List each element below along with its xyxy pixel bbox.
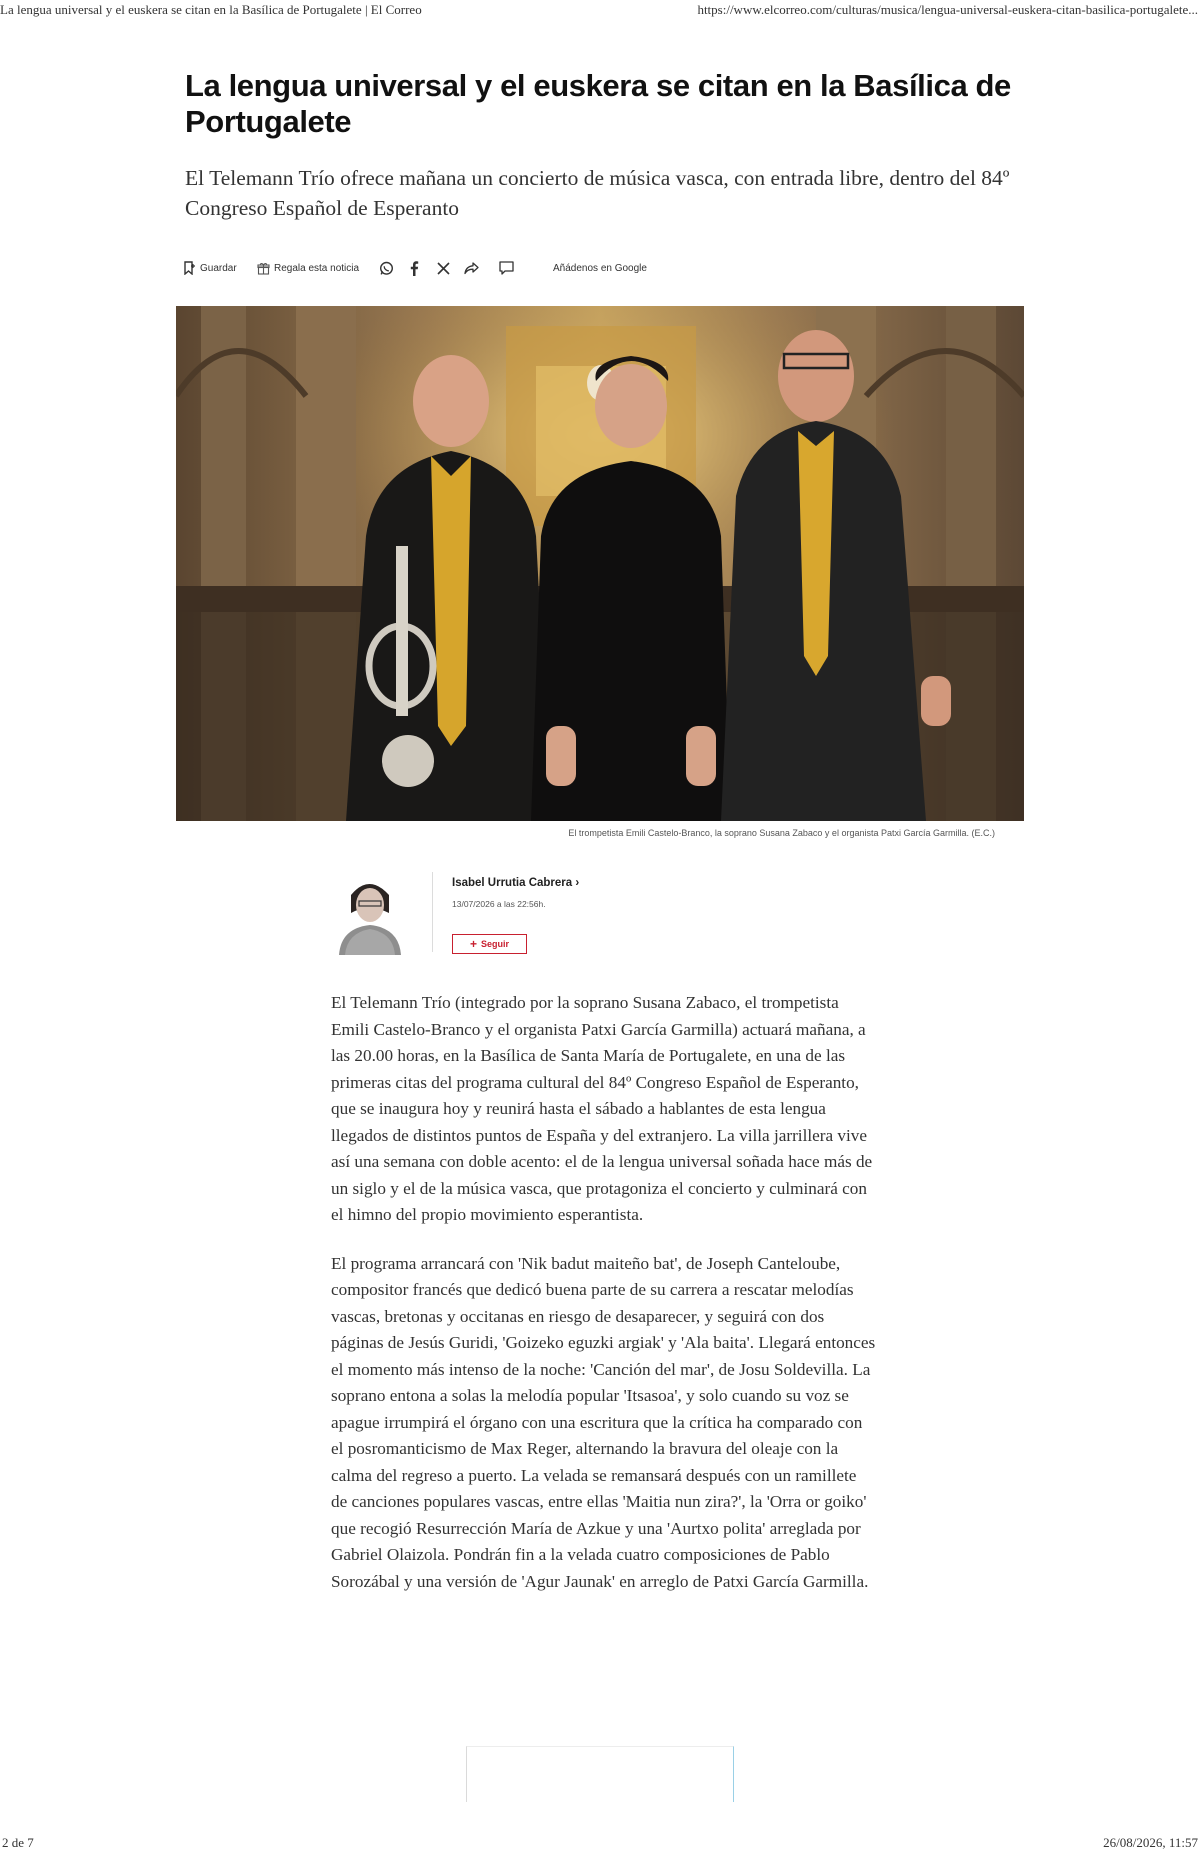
- author-link[interactable]: [452, 877, 579, 889]
- add-google-button[interactable]: [553, 258, 647, 278]
- facebook-icon: [409, 261, 419, 276]
- share-facebook-button[interactable]: [409, 258, 419, 278]
- author-avatar: [333, 873, 407, 955]
- article-body: [331, 990, 876, 1617]
- photo-caption: El trompetista Emili Castelo-Branco, la soprano Susana Zabaco y el organista Patxi García Garmilla. (E.C.): [568, 828, 995, 838]
- save-button[interactable]: [183, 258, 237, 278]
- plus-icon: +: [469, 937, 477, 951]
- x-icon: [437, 262, 450, 275]
- print-page-number: 2 de 7: [2, 1835, 34, 1850]
- save-label: Guardar: [200, 262, 237, 274]
- follow-button[interactable]: [452, 934, 527, 954]
- gift-icon: [257, 262, 270, 275]
- publish-date: 13/07/2026 a las 22:56h.: [452, 899, 546, 909]
- google-label: Añádenos en Google: [553, 262, 647, 274]
- print-page-title: La lengua universal y el euskera se citan en la Basílica de Portugalete | El Correo: [0, 2, 422, 17]
- bookmark-icon: [183, 261, 196, 275]
- share-icon: [464, 262, 479, 275]
- trio-photo-illustration: [176, 306, 1024, 821]
- comment-icon: [499, 261, 514, 275]
- author-name: Isabel Urrutia Cabrera: [452, 877, 573, 889]
- whatsapp-icon: [379, 261, 394, 276]
- share-x-button[interactable]: [437, 258, 450, 278]
- article-headline: La lengua universal y el euskera se citan en la Basílica de Portugalete: [185, 68, 1011, 139]
- print-datetime: 26/08/2026, 11:57: [1103, 1835, 1198, 1850]
- chevron-right-icon: ›: [575, 877, 580, 889]
- gift-label: Regala esta noticia: [274, 262, 360, 274]
- article-photo: [176, 306, 1024, 821]
- article-paragraph: El programa arrancará con 'Nik badut maiteño bat', de Joseph Canteloube, compositor francés que dedicó buena parte de su carrera a rescatar melodías vascas, bretonas y occitanas en riesgo de desaparecer, y seguirá con dos páginas de Jesús Guridi, 'Goizeko eguzki argiak' y 'Ala baita'. Llegará entonces el momento más intenso de la noche: 'Canción del mar', de Josu Soldevilla. La soprano entona a solas la melodía popular 'Itsasoa', y solo cuando su voz se apague irrumpirá el órgano con una escritura que la crítica ha comparado con el posromanticismo de Max Reger, alternando la bravura del oleaje con la calma del regreso a puerto. La velada se remansará después con un ramillete de canciones populares vascas, entre ellas 'Maitia nun zira?', la 'Orra or goiko' que recogió Resurrección María de Azkue y una 'Aurtxo polita' arreglada por Gabriel Olaizola. Pondrán fin a la velada cuatro composiciones de Pablo Sorozábal y una versión de 'Agur Jaunak' en arreglo de Patxi García Garmilla.: [331, 1253, 876, 1591]
- print-footer: [0, 1833, 1200, 1855]
- print-page-url: https://www.elcorreo.com/culturas/musica/lengua-universal-euskera-citan-basilica-portugalete...: [697, 2, 1198, 17]
- gift-article-button[interactable]: [257, 258, 359, 278]
- ad-placeholder: [466, 1746, 734, 1802]
- print-header: [0, 0, 1200, 20]
- comments-button[interactable]: [499, 258, 514, 278]
- author-divider: [432, 872, 433, 952]
- share-button[interactable]: [464, 258, 479, 278]
- article-paragraph: El Telemann Trío (integrado por la soprano Susana Zabaco, el trompetista Emili Castelo-Branco y el organista Patxi García Garmilla) actuará mañana, a las 20.00 horas, en la Basílica de Santa María de Portugalete, en una de las primeras citas del programa cultural del 84º Congreso Español de Esperanto, que se inaugura hoy y reunirá hasta el sábado a hablantes de esta lengua llegados de distintos puntos de España y del extranjero. La villa jarrillera vive así una semana con doble acento: el de la lengua universal soñada hace más de un siglo y el de la música vasca, que protagoniza el concierto y culminará con el himno del propio movimiento esperantista.: [331, 993, 873, 1224]
- article-toolbar: [183, 258, 883, 278]
- article-subtitle: El Telemann Trío ofrece mañana un concierto de música vasca, con entrada libre, dentro del 84º Congreso Español de Esperanto: [185, 166, 1010, 220]
- follow-label: Seguir: [481, 939, 510, 949]
- share-whatsapp-button[interactable]: [379, 258, 394, 278]
